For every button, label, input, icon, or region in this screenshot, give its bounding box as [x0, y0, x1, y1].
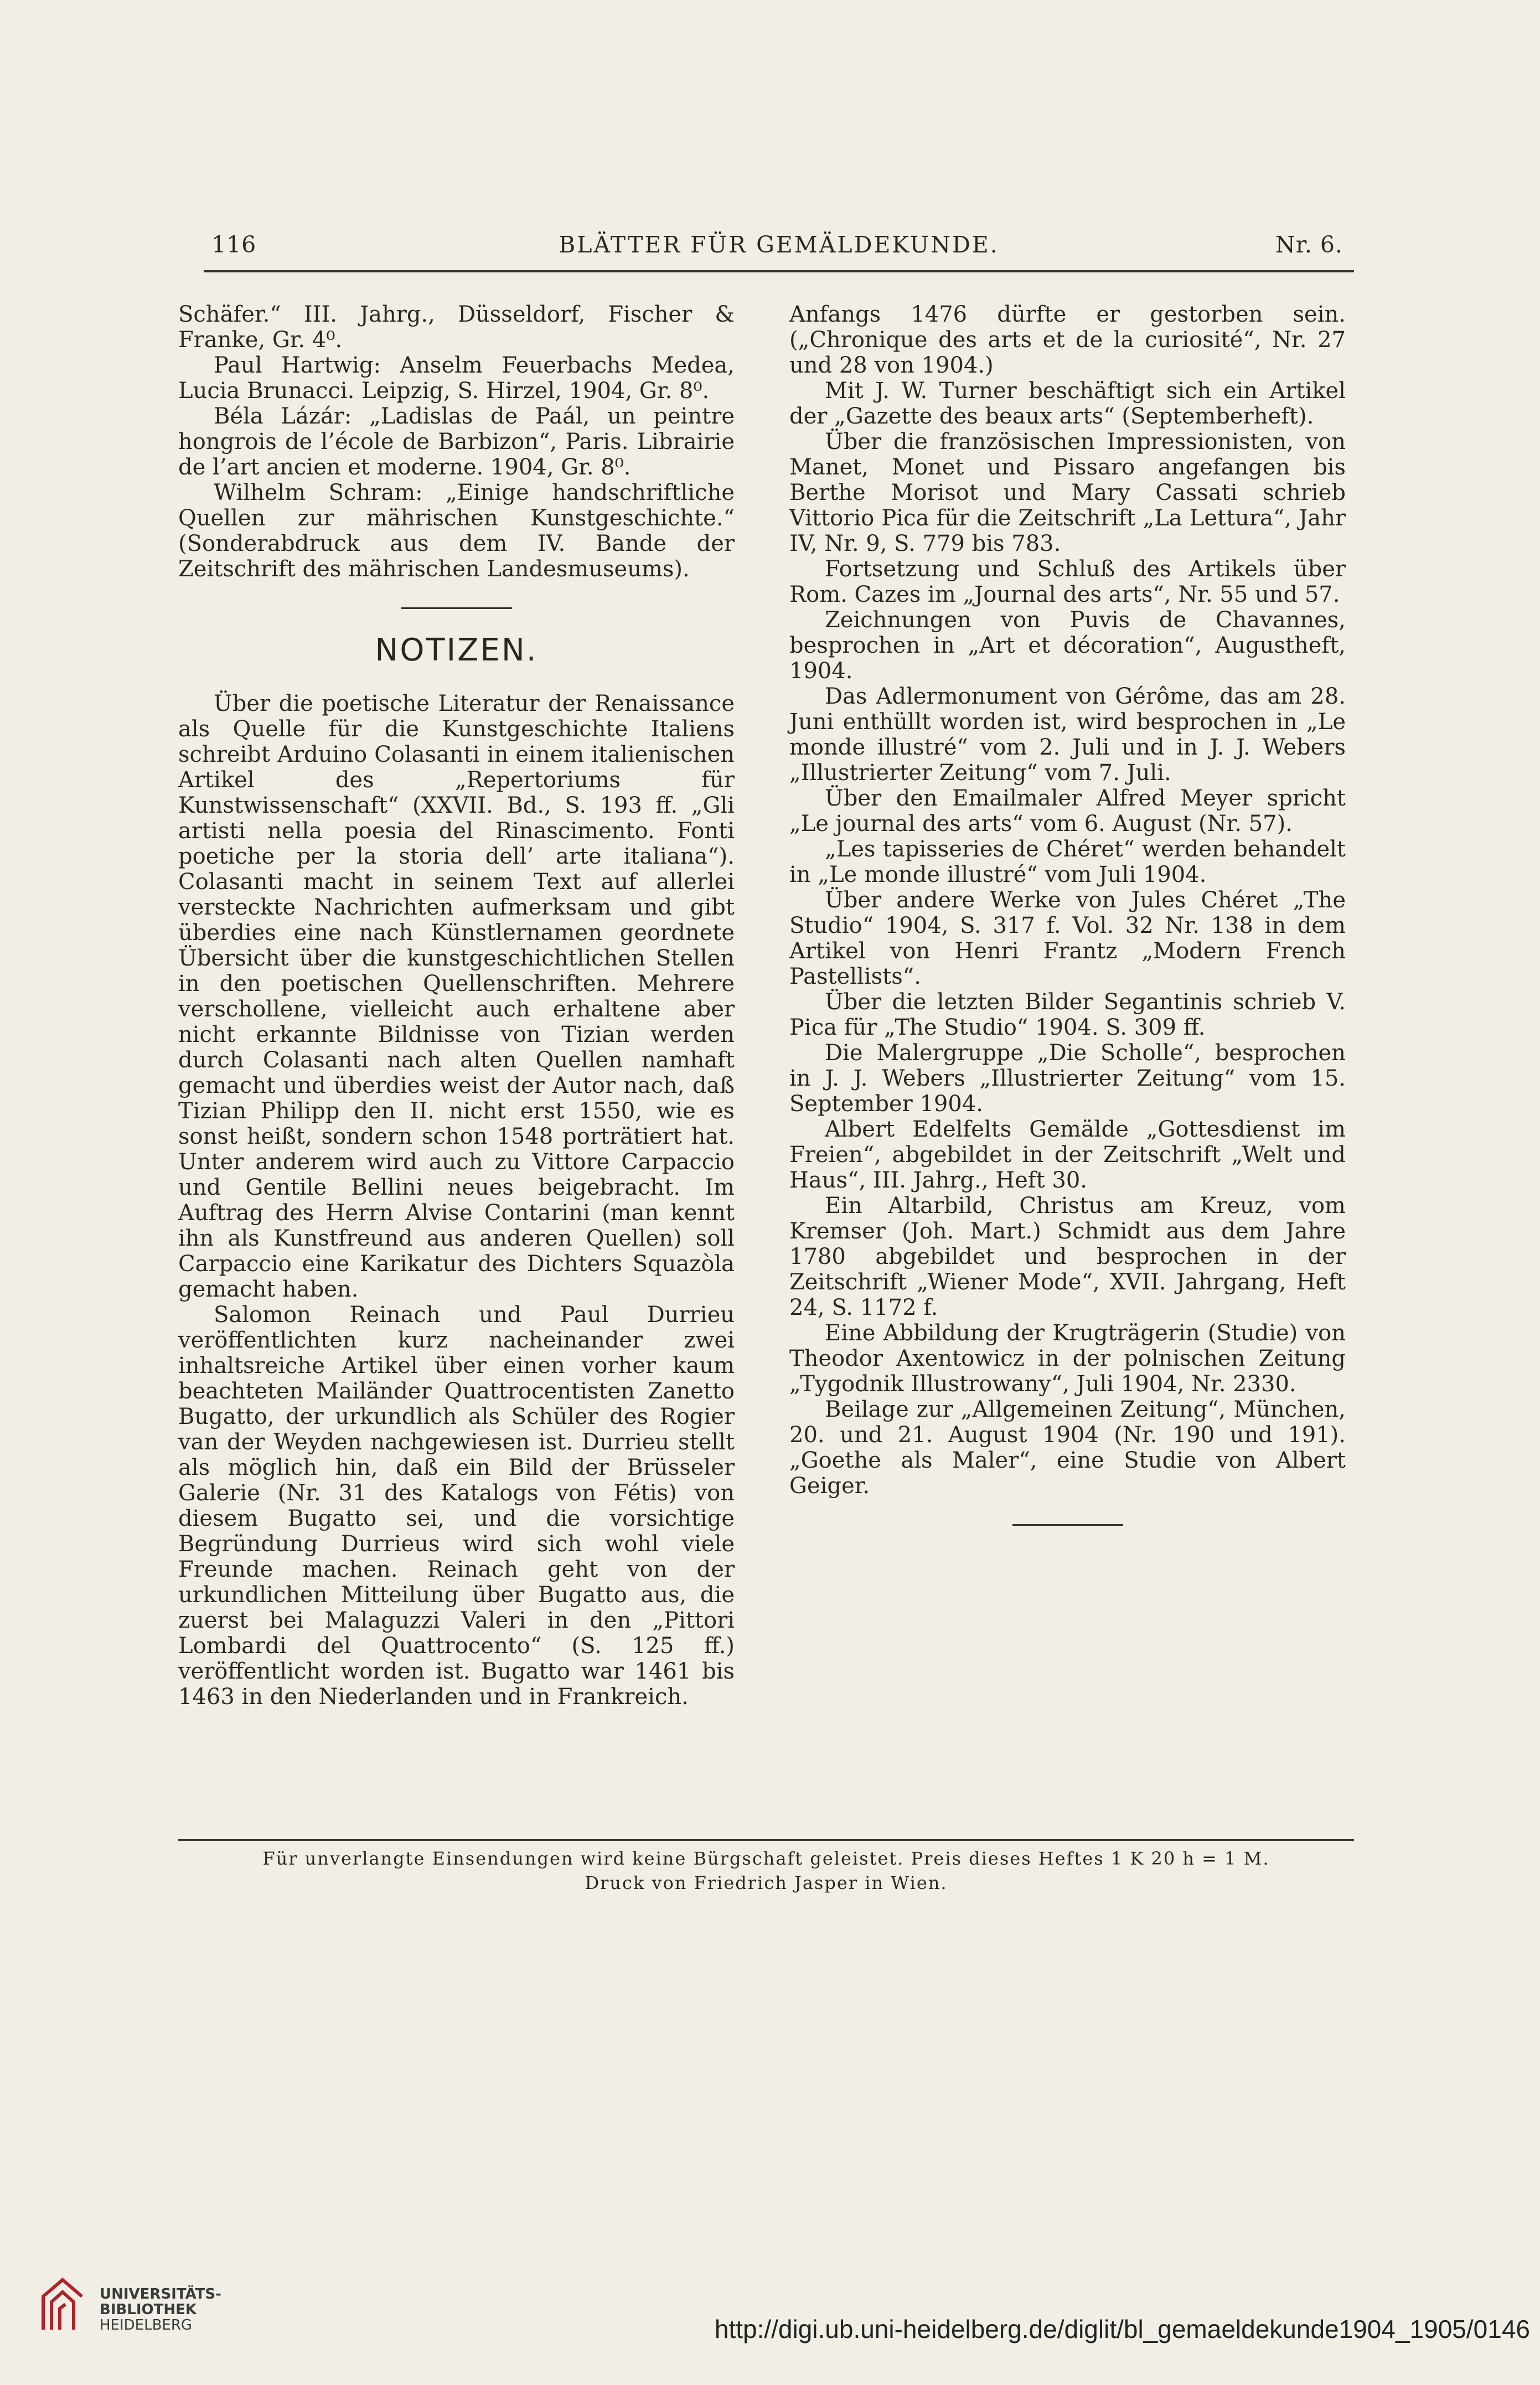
footer-printer: Druck von Friedrich Jasper in Wien. — [585, 1872, 948, 1893]
paragraph: Das Adlermonument von Gérôme, das am 28. Juni enthüllt worden ist, wird besprochen in „Le monde illustré“ vom 2. Juli und in J. J. Webers „Illustrierter Zeitung“ vom 7. Juli. — [789, 684, 1346, 786]
paragraph: Über die letzten Bilder Segantinis schrieb V. Pica für „The Studio“ 1904. S. 309 ff. — [789, 989, 1346, 1040]
paragraph: Albert Edelfelts Gemälde „Gottesdienst im Freien“, abgebildet in der Zeitschrift „Welt und Haus“, III. Jahrg., Heft 30. — [789, 1117, 1346, 1193]
paragraph: Paul Hartwig: Anselm Feuerbachs Medea, Lucia Brunacci. Leipzig, S. Hirzel, 1904, Gr. 8⁰. — [178, 353, 735, 404]
paragraph: Fortsetzung und Schluß des Artikels über Rom. Cazes im „Journal des arts“, Nr. 55 und 57. — [789, 556, 1346, 607]
right-column — [789, 302, 1346, 1555]
left-column — [178, 302, 735, 1710]
issue-number: Nr. 6. — [1275, 231, 1343, 258]
page-number: 116 — [211, 231, 257, 258]
running-title: BLÄTTER FÜR GEMÄLDEKUNDE. — [559, 231, 999, 258]
section-divider — [401, 607, 512, 609]
library-logo-icon — [32, 2274, 93, 2335]
paragraph: Über die poetische Literatur der Renaissance als Quelle für die Kunstgeschichte Italiens schreibt Arduino Colasanti in einem italienischen Artikel des „Repertoriums für Kunstwissenschaft“ (XXVII. Bd., S. 193 ff. „Gli artisti nella poesia del Rinascimento. Fonti poetiche per la storia dell’ arte italiana“). Colasanti macht in seinem Text auf allerlei versteckte Nachrichten aufmerksam und gibt überdies eine nach Künstlernamen geordnete Übersicht über die kunstgeschichtlichen Stellen in den poetischen Quellenschriften. Mehrere verschollene, vielleicht auch erhaltene aber nicht erkannte Bildnisse von Tizian werden durch Colasanti nach alten Quellen namhaft gemacht und überdies weist der Autor nach, daß Tizian Philipp den II. nicht erst 1550, wie es sonst heißt, sondern schon 1548 porträtiert hat. Unter anderem wird auch zu Vittore Carpaccio und Gentile Bellini neues beigebracht. Im Auftrag des Herrn Alvise Contarini (man kennt ihn als Kunstfreund aus anderen Quellen) soll Carpaccio eine Karikatur des Dichters Squazòla gemacht haben. — [178, 691, 735, 1302]
paragraph: Über den Emailmaler Alfred Meyer spricht „Le journal des arts“ vom 6. August (Nr. 57). — [789, 786, 1346, 837]
library-name — [100, 2286, 221, 2333]
paragraph: Beilage zur „Allgemeinen Zeitung“, München, 20. und 21. August 1904 (Nr. 190 und 191). „Goethe als Maler“, eine Studie von Albert Geiger. — [789, 1397, 1346, 1499]
library-name-line: BIBLIOTHEK — [100, 2301, 197, 2318]
section-heading: NOTIZEN. — [375, 632, 538, 668]
paragraph: „Les tapisseries de Chéret“ werden behandelt in „Le monde illustré“ vom Juli 1904. — [789, 837, 1346, 887]
paragraph: Die Malergruppe „Die Scholle“, besprochen in J. J. Webers „Illustrierter Zeitung“ vom 15. September 1904. — [789, 1040, 1346, 1117]
paragraph: Salomon Reinach und Paul Durrieu veröffentlichten kurz nacheinander zwei inhaltsreiche Artikel über einen vorher kaum beachteten Mailänder Quattrocentisten Zanetto Bugatto, der urkundlich als Schüler des Rogier van der Weyden nachgewiesen ist. Durrieu stellt als möglich hin, daß ein Bild der Brüsseler Galerie (Nr. 31 des Katalogs von Fétis) von diesem Bugatto sei, und die vorsichtige Begründung Durrieus wird sich wohl viele Freunde machen. Reinach geht von der urkundlichen Mitteilung über Bugatto aus, die zuerst bei Malaguzzi Valeri in den „Pittori Lombardi del Quattrocento“ (S. 125 ff.) veröffentlicht worden ist. Bugatto war 1461 bis 1463 in den Niederlanden und in Frankreich. — [178, 1302, 735, 1710]
paragraph: Wilhelm Schram: „Einige handschriftliche Quellen zur mährischen Kunstgeschichte.“ (Sonderabdruck aus dem IV. Bande der Zeitschrift des mährischen Landesmuseums). — [178, 480, 735, 582]
paragraph: Über andere Werke von Jules Chéret „The Studio“ 1904, S. 317 f. Vol. 32 Nr. 138 in dem Artikel von Henri Frantz „Modern French Pastellists“. — [789, 887, 1346, 989]
library-name-line: HEIDELBERG — [100, 2317, 193, 2334]
paragraph: Zeichnungen von Puvis de Chavannes, besprochen in „Art et décoration“, Augustheft, 1904. — [789, 607, 1346, 684]
paragraph: Über die französischen Impressionisten, von Manet, Monet und Pissaro angefangen bis Berthe Morisot und Mary Cassati schrieb Vittorio Pica für die Zeitschrift „La Lettura“, Jahr IV, Nr. 9, S. 779 bis 783. — [789, 429, 1346, 556]
paragraph: Eine Abbildung der Krugträgerin (Studie) von Theodor Axentowicz in der polnischen Zeitung „Tygodnik Illustrowany“, Juli 1904, Nr. 2330. — [789, 1320, 1346, 1397]
end-divider — [1012, 1524, 1123, 1526]
source-url[interactable]: http://digi.ub.uni-heidelberg.de/diglit/bl_gemaeldekunde1904_1905/0146 — [714, 2315, 1530, 2343]
paragraph: Mit J. W. Turner beschäftigt sich ein Artikel der „Gazette des beaux arts“ (Septemberheft). — [789, 378, 1346, 429]
header-rule — [204, 270, 1354, 272]
paragraph: Ein Altarbild, Christus am Kreuz, vom Kremser (Joh. Mart.) Schmidt aus dem Jahre 1780 abgebildet und besprochen in der Zeitschrift „Wiener Mode“, XVII. Jahrgang, Heft 24, S. 1172 f. — [789, 1193, 1346, 1320]
footer-price-note: Für unverlangte Einsendungen wird keine Bürgschaft geleistet. Preis dieses Heftes 1 K 20 h = 1 M. — [262, 1848, 1270, 1869]
paragraph: Anfangs 1476 dürfte er gestorben sein. („Chronique des arts et de la curiosité“, Nr. 27 und 28 von 1904.) — [789, 302, 1346, 378]
paragraph: Béla Lázár: „Ladislas de Paál, un peintre hongrois de l’école de Barbizon“, Paris. Librairie de l’art ancien et moderne. 1904, Gr. 8⁰. — [178, 404, 735, 480]
page-header — [204, 228, 1354, 272]
library-name-line: UNIVERSITÄTS- — [100, 2286, 221, 2303]
paragraph: Schäfer.“ III. Jahrg., Düsseldorf, Fischer & Franke, Gr. 4⁰. — [178, 302, 735, 353]
footer-rule — [178, 1839, 1354, 1841]
